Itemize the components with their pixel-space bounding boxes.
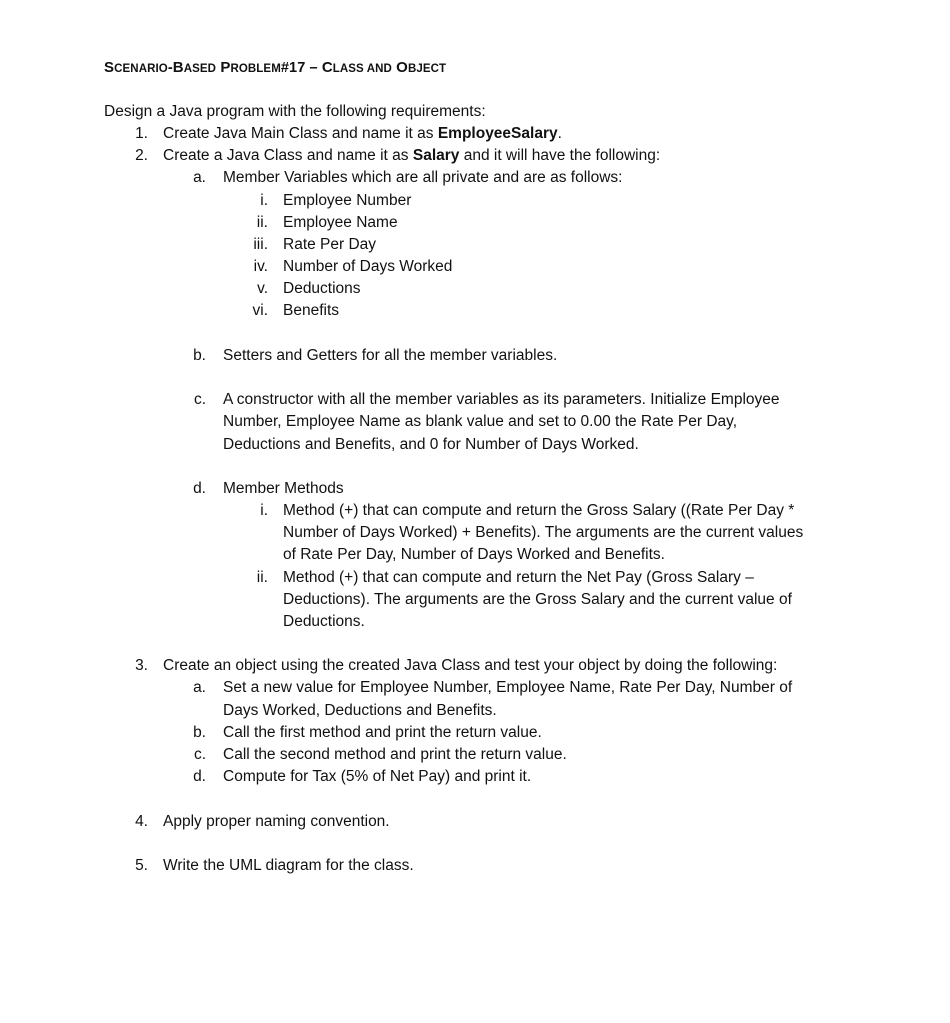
sub-item-text: Days Worked, Deductions and Benefits. [223,702,497,719]
roman-numeral: i. [260,192,268,209]
sub-item-letter: a. [193,169,206,186]
requirement-text: Write the UML diagram for the class. [163,857,414,874]
sub-item-text: Deductions and Benefits, and 0 for Number of Days Worked. [223,436,639,453]
sub-item-letter: c. [193,391,206,408]
roman-numeral: ii. [256,569,268,586]
intro-text: Design a Java program with the following requirements: [104,103,486,120]
document-title: SCENARIO-BASED PROBLEM#17 – CLASS AND OBJECT [104,59,447,76]
sub-item-text: A constructor with all the member variables as its parameters. Initialize Employee [223,391,780,408]
roman-numeral: i. [260,502,268,519]
sub-item-letter: d. [193,480,206,497]
sub-item-letter: c. [193,746,206,763]
sub-item-text: Call the second method and print the return value. [223,746,567,763]
item-number: 5. [135,857,148,874]
member-variable: Rate Per Day [283,236,377,253]
requirement-text: Create an object using the created Java Class and test your object by doing the following: [163,657,778,674]
item-number: 1. [135,125,148,142]
requirement-text: Apply proper naming convention. [163,813,390,830]
method-description: Deductions). The arguments are the Gross Salary and the current value of [283,591,792,608]
requirement-text: Create Java Main Class and name it as EmployeeSalary. [163,125,562,142]
item-number: 2. [135,147,148,164]
sub-item-text: Set a new value for Employee Number, Employee Name, Rate Per Day, Number of [223,679,793,696]
member-variable: Benefits [283,302,340,319]
method-description: Method (+) that can compute and return the Net Pay (Gross Salary – [283,569,754,586]
roman-numeral: vi. [252,302,268,319]
roman-numeral: ii. [256,214,268,231]
sub-item-letter: b. [193,724,206,741]
sub-item-text: Number, Employee Name as blank value and set to 0.00 the Rate Per Day, [223,413,738,430]
sub-item-text: Member Methods [223,480,344,497]
method-description: Deductions. [283,613,365,630]
requirement-text: Create a Java Class and name it as Salary and it will have the following: [163,147,661,164]
sub-item-text: Member Variables which are all private and are as follows: [223,169,623,186]
member-variable: Employee Name [283,214,398,231]
sub-item-text: Call the first method and print the return value. [223,724,542,741]
method-description: of Rate Per Day, Number of Days Worked and Benefits. [283,546,665,563]
method-description: Number of Days Worked) + Benefits). The arguments are the current values [283,524,804,541]
sub-item-text: Setters and Getters for all the member variables. [223,347,558,364]
member-variable: Number of Days Worked [283,258,453,275]
roman-numeral: v. [257,280,268,297]
sub-item-text: Compute for Tax (5% of Net Pay) and print it. [223,768,532,785]
sub-item-letter: a. [193,679,206,696]
sub-item-letter: b. [193,347,206,364]
item-number: 4. [135,813,148,830]
item-number: 3. [135,657,148,674]
roman-numeral: iv. [253,258,268,275]
roman-numeral: iii. [253,236,268,253]
member-variable: Deductions [283,280,361,297]
sub-item-letter: d. [193,768,206,785]
method-description: Method (+) that can compute and return the Gross Salary ((Rate Per Day * [283,502,795,519]
member-variable: Employee Number [283,192,412,209]
